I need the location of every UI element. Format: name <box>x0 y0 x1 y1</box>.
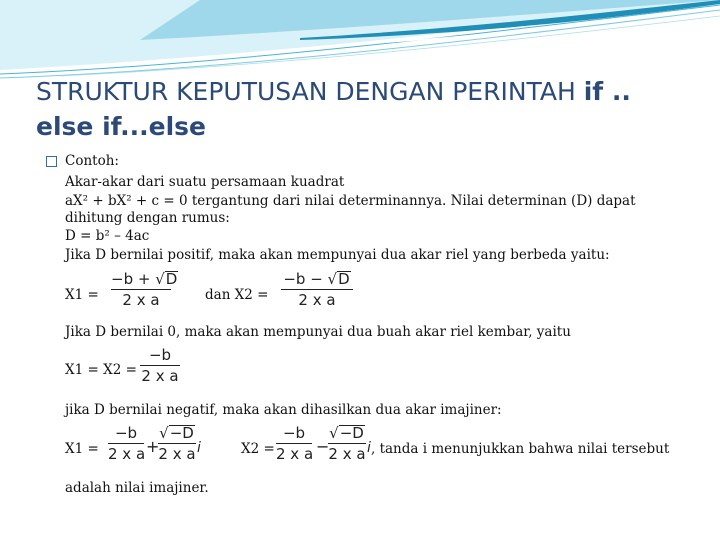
fraction-bar <box>108 443 144 444</box>
fraction-numerator <box>328 425 366 442</box>
paragraph-line-1: Akar-akar dari suatu persamaan kuadrat <box>65 174 345 190</box>
tanda-text: , tanda i menunjukkan bahwa nilai tersebut <box>371 441 670 457</box>
x1-x2-label: X1 = X2 = <box>65 362 137 378</box>
page-title-main: STRUKTUR KEPUTUSAN DENGAN PERINTAH <box>36 77 584 106</box>
fraction-numerator: −b <box>282 424 306 442</box>
fraction-denominator: 2 x a <box>141 367 179 385</box>
fraction-denominator: 2 x a <box>276 445 314 463</box>
sqrt-symbol-icon: √ <box>327 270 338 288</box>
x1-imag-imag-fraction <box>158 425 196 463</box>
x2-imag-label: X2 = <box>241 441 275 457</box>
bullet-square-icon <box>46 156 57 167</box>
fraction-numerator: −b <box>114 424 138 442</box>
fraction-numerator <box>111 270 178 288</box>
dan-x2-label: dan X2 = <box>205 287 269 303</box>
paragraph-line-2: aX² + bX² + c = 0 tergantung dari nilai determinannya. Nilai determinan (D) dapat <box>65 193 636 209</box>
sqrt-symbol-icon: √ <box>329 424 339 442</box>
paragraph-line-4: D = b² – 4ac <box>65 228 150 244</box>
x1-label: X1 = <box>65 287 99 303</box>
fraction-bar <box>281 289 353 290</box>
sqrt-radicand: D <box>165 270 178 288</box>
fraction-numerator: −b <box>148 346 172 364</box>
contoh-label: Contoh: <box>65 153 119 169</box>
imaginary-unit: i <box>367 440 371 456</box>
paragraph-line-7: jika D bernilai negatif, maka akan dihasilkan dua akar imajiner: <box>65 402 502 418</box>
x1-imag-label: X1 = <box>65 441 99 457</box>
sqrt-symbol-icon: √ <box>159 424 169 442</box>
sqrt-radicand: −D <box>339 424 364 442</box>
minus-b-term: −b <box>111 270 134 288</box>
fraction-denominator: 2 x a <box>158 445 196 463</box>
fraction-denominator: 2 x a <box>328 445 366 463</box>
imaginary-unit: i <box>197 440 201 456</box>
paragraph-line-8: adalah nilai imajiner. <box>65 480 209 496</box>
x1-imag-real-fraction <box>108 425 144 463</box>
plus-sign: + <box>137 270 151 288</box>
paragraph-line-3: dihitung dengan rumus: <box>65 210 230 226</box>
paragraph-line-5: Jika D bernilai positif, maka akan mempunyai dua akar riel yang berbeda yaitu: <box>65 247 610 263</box>
x2-imag-real-fraction <box>276 425 312 463</box>
minus-sign: − <box>310 270 323 288</box>
plus-sign: + <box>146 437 160 456</box>
x1-x2-zero-fraction <box>140 347 180 385</box>
fraction-denominator: 2 x a <box>108 445 146 463</box>
x2-positive-fraction <box>281 271 353 309</box>
fraction-numerator <box>158 425 196 442</box>
page-title <box>36 74 696 144</box>
fraction-bar <box>140 365 180 366</box>
minus-b-term: −b <box>283 270 306 288</box>
x1-positive-fraction <box>111 270 178 309</box>
sqrt-radicand: −D <box>169 424 194 442</box>
fraction-denominator: 2 x a <box>122 291 160 309</box>
minus-sign: − <box>316 437 330 456</box>
x2-imag-imag-fraction <box>328 425 366 463</box>
page-title-keyword: if .. else if...else <box>36 77 631 141</box>
fraction-bar <box>276 443 312 444</box>
fraction-numerator <box>281 271 353 288</box>
fraction-denominator: 2 x a <box>298 291 336 309</box>
paragraph-line-6: Jika D bernilai 0, maka akan mempunyai dua buah akar riel kembar, yaitu <box>65 324 571 340</box>
fraction-bar <box>328 443 366 444</box>
sqrt-radicand: D <box>338 270 350 288</box>
sqrt-symbol-icon: √ <box>155 270 165 288</box>
fraction-bar <box>158 443 196 444</box>
fraction-bar <box>111 289 171 290</box>
